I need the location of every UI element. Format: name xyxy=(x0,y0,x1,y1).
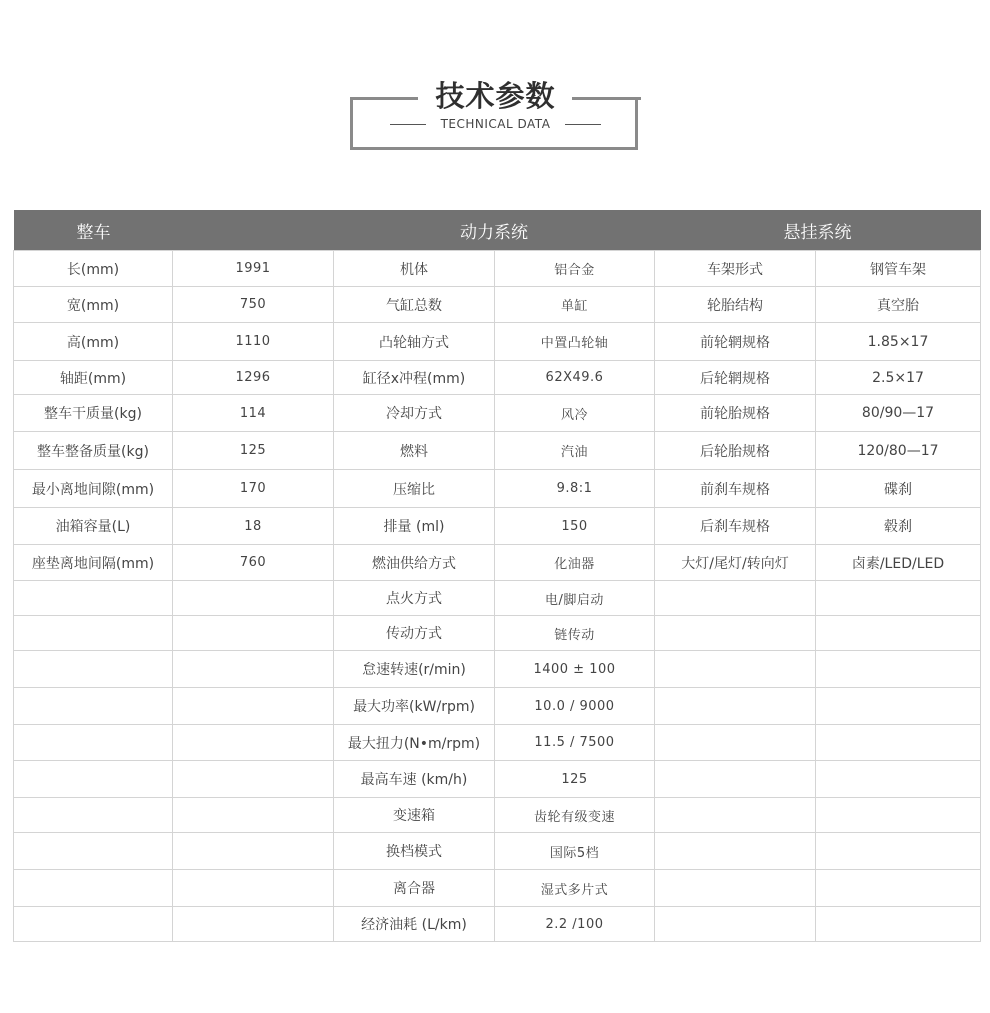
subtitle-rule-right xyxy=(565,124,601,125)
power-param-cell: 凸轮轴方式 xyxy=(334,323,495,361)
suspension-value-cell: 80/90—17 xyxy=(816,395,981,432)
suspension-value-cell: 2.5×17 xyxy=(816,361,981,395)
suspension-param-cell xyxy=(655,725,816,761)
suspension-value-cell xyxy=(816,688,981,725)
suspension-param-cell: 后刹车规格 xyxy=(655,508,816,545)
table-row xyxy=(14,508,981,545)
power-value-cell: 9.8:1 xyxy=(495,470,655,508)
power-param-cell: 点火方式 xyxy=(334,581,495,616)
spec-table xyxy=(13,210,981,942)
suspension-value-cell xyxy=(816,870,981,907)
suspension-value-cell xyxy=(816,761,981,798)
power-value-cell: 湿式多片式 xyxy=(495,870,655,907)
vehicle-param-cell: 整车整备质量(kg) xyxy=(14,432,173,470)
vehicle-value-cell: 18 xyxy=(173,508,334,545)
vehicle-param-cell xyxy=(14,581,173,616)
power-value-cell: 1400 ± 100 xyxy=(495,651,655,688)
table-body xyxy=(14,251,981,942)
power-value-cell: 链传动 xyxy=(495,616,655,651)
vehicle-value-cell: 1110 xyxy=(173,323,334,361)
power-param-cell: 传动方式 xyxy=(334,616,495,651)
suspension-value-cell: 120/80—17 xyxy=(816,432,981,470)
table-row xyxy=(14,616,981,651)
suspension-param-cell xyxy=(655,581,816,616)
page-subtitle: TECHNICAL DATA xyxy=(440,117,551,131)
suspension-param-cell: 轮胎结构 xyxy=(655,287,816,323)
suspension-value-cell xyxy=(816,651,981,688)
table-row xyxy=(14,798,981,833)
power-value-cell: 11.5 / 7500 xyxy=(495,725,655,761)
suspension-value-cell: 碟刹 xyxy=(816,470,981,508)
vehicle-param-cell xyxy=(14,761,173,798)
suspension-param-cell: 前轮辋规格 xyxy=(655,323,816,361)
table-row xyxy=(14,688,981,725)
suspension-param-cell: 车架形式 xyxy=(655,251,816,287)
power-value-cell: 风冷 xyxy=(495,395,655,432)
suspension-param-cell xyxy=(655,651,816,688)
header-vehicle: 整车 xyxy=(14,210,334,251)
table-row xyxy=(14,432,981,470)
vehicle-param-cell: 整车干质量(kg) xyxy=(14,395,173,432)
power-value-cell: 中置凸轮轴 xyxy=(495,323,655,361)
vehicle-value-cell xyxy=(173,616,334,651)
vehicle-value-cell xyxy=(173,798,334,833)
vehicle-param-cell: 轴距(mm) xyxy=(14,361,173,395)
table-row xyxy=(14,581,981,616)
power-value-cell: 齿轮有级变速 xyxy=(495,798,655,833)
suspension-value-cell xyxy=(816,725,981,761)
header-power-system: 动力系统 xyxy=(334,210,655,251)
vehicle-value-cell: 750 xyxy=(173,287,334,323)
vehicle-value-cell: 170 xyxy=(173,470,334,508)
table-row xyxy=(14,833,981,870)
table-header-row xyxy=(14,210,981,251)
vehicle-param-cell xyxy=(14,616,173,651)
vehicle-value-cell xyxy=(173,761,334,798)
table-row xyxy=(14,395,981,432)
suspension-param-cell: 后轮辋规格 xyxy=(655,361,816,395)
table-row xyxy=(14,870,981,907)
power-param-cell: 燃油供给方式 xyxy=(334,545,495,581)
power-param-cell: 最高车速 (km/h) xyxy=(334,761,495,798)
suspension-value-cell xyxy=(816,798,981,833)
vehicle-param-cell: 高(mm) xyxy=(14,323,173,361)
table-row xyxy=(14,761,981,798)
vehicle-value-cell xyxy=(173,581,334,616)
vehicle-value-cell xyxy=(173,833,334,870)
header-suspension-system: 悬挂系统 xyxy=(655,210,981,251)
power-param-cell: 最大功率(kW/rpm) xyxy=(334,688,495,725)
vehicle-value-cell: 1296 xyxy=(173,361,334,395)
suspension-param-cell: 后轮胎规格 xyxy=(655,432,816,470)
power-value-cell: 汽油 xyxy=(495,432,655,470)
table-row xyxy=(14,251,981,287)
table-row xyxy=(14,470,981,508)
vehicle-param-cell xyxy=(14,870,173,907)
suspension-param-cell xyxy=(655,833,816,870)
suspension-param-cell: 前刹车规格 xyxy=(655,470,816,508)
suspension-value-cell xyxy=(816,616,981,651)
suspension-param-cell xyxy=(655,907,816,942)
power-param-cell: 换档模式 xyxy=(334,833,495,870)
power-value-cell: 铝合金 xyxy=(495,251,655,287)
suspension-value-cell: 钢管车架 xyxy=(816,251,981,287)
power-param-cell: 冷却方式 xyxy=(334,395,495,432)
vehicle-value-cell: 760 xyxy=(173,545,334,581)
table-row xyxy=(14,907,981,942)
suspension-value-cell: 1.85×17 xyxy=(816,323,981,361)
power-value-cell: 电/脚启动 xyxy=(495,581,655,616)
power-value-cell: 化油器 xyxy=(495,545,655,581)
power-param-cell: 压缩比 xyxy=(334,470,495,508)
vehicle-param-cell: 最小离地间隙(mm) xyxy=(14,470,173,508)
vehicle-param-cell xyxy=(14,725,173,761)
power-param-cell: 怠速转速(r/min) xyxy=(334,651,495,688)
suspension-param-cell xyxy=(655,798,816,833)
vehicle-param-cell xyxy=(14,833,173,870)
power-value-cell: 单缸 xyxy=(495,287,655,323)
vehicle-value-cell xyxy=(173,651,334,688)
suspension-param-cell xyxy=(655,688,816,725)
power-param-cell: 最大扭力(N•m/rpm) xyxy=(334,725,495,761)
power-value-cell: 10.0 / 9000 xyxy=(495,688,655,725)
vehicle-param-cell: 宽(mm) xyxy=(14,287,173,323)
suspension-param-cell xyxy=(655,616,816,651)
vehicle-value-cell xyxy=(173,725,334,761)
vehicle-param-cell: 座垫离地间隔(mm) xyxy=(14,545,173,581)
power-param-cell: 燃料 xyxy=(334,432,495,470)
table-row xyxy=(14,361,981,395)
suspension-param-cell: 大灯/尾灯/转向灯 xyxy=(655,545,816,581)
power-param-cell: 离合器 xyxy=(334,870,495,907)
suspension-value-cell: 真空胎 xyxy=(816,287,981,323)
power-param-cell: 排量 (ml) xyxy=(334,508,495,545)
suspension-value-cell xyxy=(816,581,981,616)
vehicle-param-cell xyxy=(14,688,173,725)
suspension-param-cell xyxy=(655,761,816,798)
suspension-value-cell: 毂刹 xyxy=(816,508,981,545)
vehicle-param-cell xyxy=(14,651,173,688)
power-param-cell: 经济油耗 (L/km) xyxy=(334,907,495,942)
vehicle-param-cell xyxy=(14,907,173,942)
vehicle-value-cell xyxy=(173,870,334,907)
power-param-cell: 机体 xyxy=(334,251,495,287)
table-row xyxy=(14,725,981,761)
suspension-value-cell xyxy=(816,833,981,870)
power-param-cell: 气缸总数 xyxy=(334,287,495,323)
table-row xyxy=(14,323,981,361)
table-row xyxy=(14,651,981,688)
suspension-param-cell xyxy=(655,870,816,907)
vehicle-value-cell: 1991 xyxy=(173,251,334,287)
vehicle-value-cell: 114 xyxy=(173,395,334,432)
power-param-cell: 缸径x冲程(mm) xyxy=(334,361,495,395)
table-row xyxy=(14,545,981,581)
power-param-cell: 变速箱 xyxy=(334,798,495,833)
power-value-cell: 2.2 /100 xyxy=(495,907,655,942)
power-value-cell: 国际5档 xyxy=(495,833,655,870)
vehicle-value-cell xyxy=(173,688,334,725)
vehicle-param-cell: 油箱容量(L) xyxy=(14,508,173,545)
suspension-value-cell: 卤素/LED/LED xyxy=(816,545,981,581)
vehicle-value-cell xyxy=(173,907,334,942)
table-row xyxy=(14,287,981,323)
power-value-cell: 62X49.6 xyxy=(495,361,655,395)
vehicle-param-cell xyxy=(14,798,173,833)
suspension-param-cell: 前轮胎规格 xyxy=(655,395,816,432)
vehicle-param-cell: 长(mm) xyxy=(14,251,173,287)
vehicle-value-cell: 125 xyxy=(173,432,334,470)
suspension-value-cell xyxy=(816,907,981,942)
power-value-cell: 125 xyxy=(495,761,655,798)
power-value-cell: 150 xyxy=(495,508,655,545)
page-title: 技术参数 xyxy=(435,79,556,113)
